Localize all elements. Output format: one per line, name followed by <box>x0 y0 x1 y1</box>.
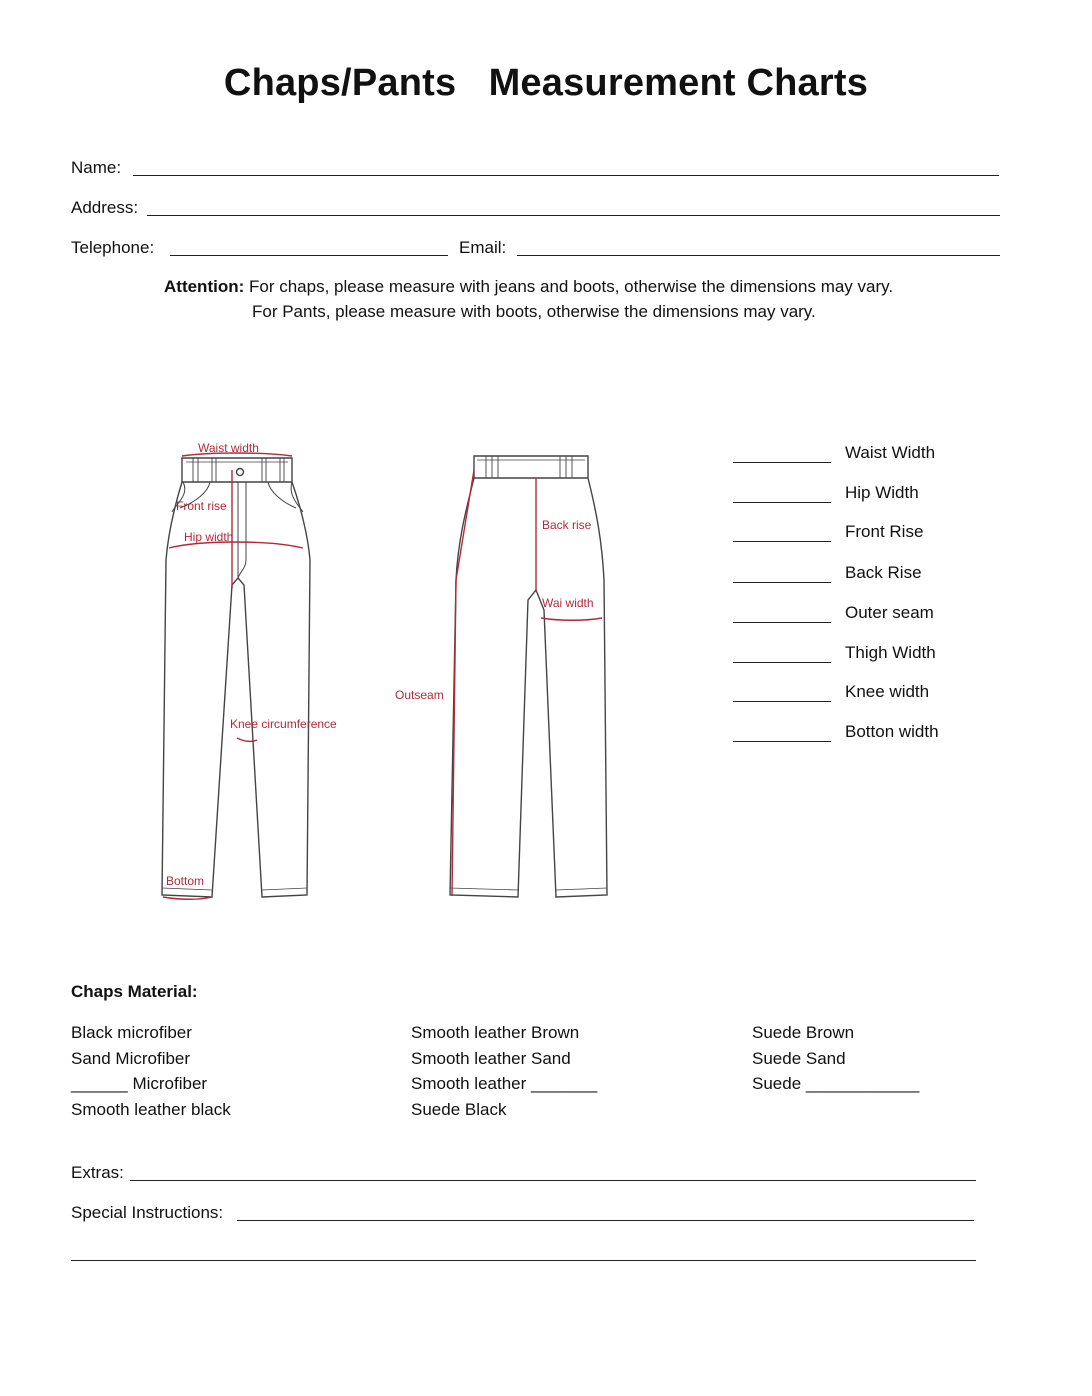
front-bottom-label: Bottom <box>166 874 205 888</box>
hip-width-field[interactable] <box>733 502 831 503</box>
outer-seam-field[interactable] <box>733 622 831 623</box>
material-option[interactable]: Smooth leather black <box>71 1100 231 1120</box>
special-instructions-field-continued[interactable] <box>71 1260 976 1261</box>
front-knee-label: Knee circumference <box>230 717 337 731</box>
thigh-width-field[interactable] <box>733 662 831 663</box>
special-instructions-label: Special Instructions: <box>71 1203 224 1222</box>
material-option[interactable]: Suede Black <box>411 1100 507 1120</box>
page-title: Chaps/Pants Measurement Charts <box>223 62 869 104</box>
material-option[interactable]: Suede Sand <box>752 1048 846 1068</box>
bottom-width-field[interactable] <box>733 741 831 742</box>
measurement-label: Hip Width <box>845 483 919 502</box>
front-rise-label: Front rise <box>176 499 227 513</box>
telephone-label: Telephone: <box>71 238 155 257</box>
material-option[interactable]: Suede Brown <box>752 1023 855 1042</box>
email-label: Email: <box>459 238 507 257</box>
front-measure-marks <box>163 453 303 899</box>
back-rise-label: Back rise <box>542 518 592 532</box>
materials-column-3 <box>752 1020 919 1097</box>
extras-label: Extras: <box>71 1163 124 1182</box>
name-label: Name: <box>71 158 122 177</box>
material-option[interactable]: Black microfiber <box>71 1023 192 1042</box>
measurement-label: Front Rise <box>845 522 924 541</box>
material-option[interactable]: Smooth leather Sand <box>411 1048 571 1068</box>
materials-column-1 <box>71 1020 231 1123</box>
back-measure-marks <box>452 470 602 896</box>
extras-field[interactable] <box>130 1180 976 1181</box>
materials-heading: Chaps Material: <box>71 982 198 1001</box>
pants-diagram <box>0 0 640 920</box>
material-option[interactable]: ______ Microfiber <box>71 1074 208 1094</box>
front-hip-label: Hip width <box>184 530 234 544</box>
measurement-label: Thigh Width <box>845 643 936 662</box>
front-waist-label: Waist width <box>198 441 259 455</box>
front-pants-drawing <box>162 458 310 897</box>
special-instructions-field[interactable] <box>237 1220 974 1221</box>
material-option[interactable]: Smooth leather _______ <box>411 1074 598 1094</box>
outseam-label: Outseam <box>395 688 444 702</box>
front-rise-field[interactable] <box>733 541 831 542</box>
knee-width-field[interactable] <box>733 701 831 702</box>
measurement-label: Back Rise <box>845 563 922 582</box>
measurement-label: Knee width <box>845 682 930 701</box>
material-option[interactable]: Smooth leather Brown <box>411 1023 580 1042</box>
material-option[interactable]: Suede ____________ <box>752 1074 920 1094</box>
attention-note-line2: For Pants, please measure with boots, otherwise the dimensions may vary. <box>252 302 816 321</box>
measurement-label: Botton width <box>845 722 939 741</box>
attention-text: For chaps, please measure with jeans and boots, otherwise the dimensions may vary. <box>244 277 894 296</box>
address-label: Address: <box>71 198 139 217</box>
material-option[interactable]: Sand Microfiber <box>71 1048 191 1068</box>
materials-column-2 <box>411 1020 597 1123</box>
back-wai-label: Wai width <box>542 596 594 610</box>
back-rise-field[interactable] <box>733 582 831 583</box>
waist-width-field[interactable] <box>733 462 831 463</box>
attention-bold: Attention: <box>164 277 245 296</box>
measurement-label: Waist Width <box>845 443 936 462</box>
measurement-label: Outer seam <box>845 603 934 622</box>
